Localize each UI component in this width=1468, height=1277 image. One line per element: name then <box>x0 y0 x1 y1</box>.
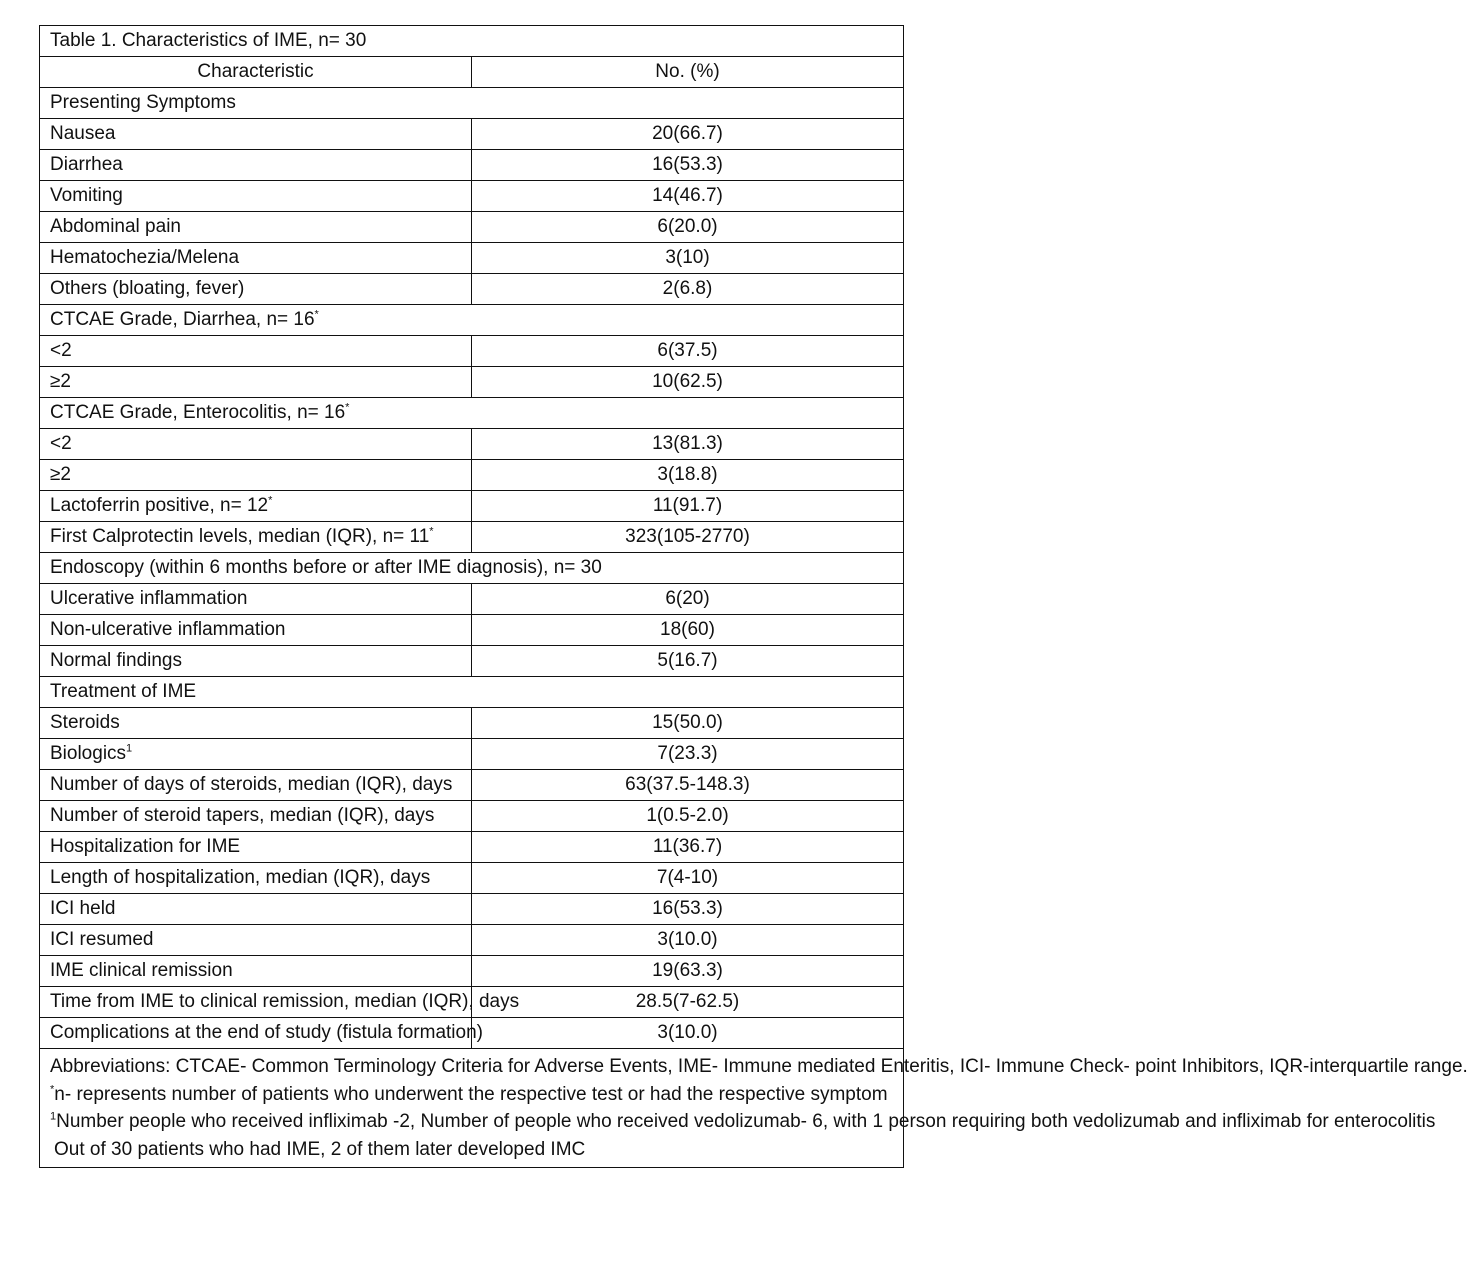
row-label: ICI held <box>40 894 472 925</box>
sub-row <box>40 460 904 491</box>
table-row <box>40 925 904 956</box>
sub-row <box>40 584 904 615</box>
row-value: 323(105-2770) <box>472 522 904 553</box>
row-label: ≥2 <box>40 367 472 398</box>
sub-row <box>40 367 904 398</box>
row-value: 5(16.7) <box>472 646 904 677</box>
row-label: Hospitalization for IME <box>40 832 472 863</box>
table-row <box>40 1018 904 1049</box>
row-label: Length of hospitalization, median (IQR), days <box>40 863 472 894</box>
row-value: 14(46.7) <box>472 181 904 212</box>
row-value: 16(53.3) <box>472 150 904 181</box>
row-label: Steroids <box>40 708 472 739</box>
table-row <box>40 491 904 522</box>
row-value: 6(37.5) <box>472 336 904 367</box>
section-label: CTCAE Grade, Enterocolitis, n= 16* <box>40 398 904 429</box>
row-value: 1(0.5-2.0) <box>472 801 904 832</box>
row-value: 2(6.8) <box>472 274 904 305</box>
header-row <box>40 57 904 88</box>
sub-row <box>40 615 904 646</box>
row-label: Biologics$^1$ <box>40 739 472 770</box>
section-label: CTCAE Grade, Diarrhea, n= 16* <box>40 305 904 336</box>
sub-row <box>40 336 904 367</box>
row-label: Number of steroid tapers, median (IQR), days <box>40 801 472 832</box>
row-value: 11(36.7) <box>472 832 904 863</box>
row-value: 6(20.0) <box>472 212 904 243</box>
row-value: 7(23.3) <box>472 739 904 770</box>
row-label: Vomiting <box>40 181 472 212</box>
section-header-row <box>40 677 904 708</box>
row-label: Normal findings <box>40 646 472 677</box>
row-label: Non-ulcerative inflammation <box>40 615 472 646</box>
section-header-row <box>40 88 904 119</box>
sub-row <box>40 243 904 274</box>
row-label: Complications at the end of study (fistula formation) <box>40 1018 472 1049</box>
sub-row <box>40 708 904 739</box>
table-row <box>40 956 904 987</box>
row-value: 10(62.5) <box>472 367 904 398</box>
row-label: Number of days of steroids, median (IQR), days <box>40 770 472 801</box>
row-value: 28.5(7-62.5) <box>472 987 904 1018</box>
row-label: Lactoferrin positive, n= 12* <box>40 491 472 522</box>
row-value: 3(10) <box>472 243 904 274</box>
row-label: Nausea <box>40 119 472 150</box>
table-row <box>40 863 904 894</box>
table-row <box>40 987 904 1018</box>
sub-row <box>40 212 904 243</box>
row-value: 18(60) <box>472 615 904 646</box>
row-label: ≥2 <box>40 460 472 491</box>
section-label: Endoscopy (within 6 months before or after IME diagnosis), n= 30 <box>40 553 904 584</box>
sub-row <box>40 646 904 677</box>
row-value: 3(10.0) <box>472 925 904 956</box>
table-row <box>40 522 904 553</box>
characteristics-table <box>39 25 1468 1168</box>
table-row <box>40 770 904 801</box>
abbreviations-note: Abbreviations: CTCAE- Common Terminology Criteria for Adverse Events, IME- Immune mediated Enteritis, ICI- Immune Check- point Inhibitors, IQR-interquartile range. <box>50 1056 1468 1077</box>
row-label: First Calprotectin levels, median (IQR), n= 11* <box>40 522 472 553</box>
row-value: 3(18.8) <box>472 460 904 491</box>
row-label: ICI resumed <box>40 925 472 956</box>
row-value: 6(20) <box>472 584 904 615</box>
footnotes-row <box>40 1049 904 1168</box>
row-label: Abdominal pain <box>40 212 472 243</box>
header-characteristic: Characteristic <box>40 57 472 88</box>
row-value: 13(81.3) <box>472 429 904 460</box>
row-value: 7(4-10) <box>472 863 904 894</box>
sub-row <box>40 181 904 212</box>
section-header-row <box>40 398 904 429</box>
row-label: Diarrhea <box>40 150 472 181</box>
table-title-row <box>40 26 904 57</box>
section-header-row <box>40 553 904 584</box>
sub-row <box>40 739 904 770</box>
header-count-percent: No. (%) <box>472 57 904 88</box>
biologics-note: $^1$Number people who received infliximab -2, Number of people who received vedolizumab- 6, with 1 person requiring both vedolizumab and infliximab for enterocolitis <box>50 1110 1436 1132</box>
row-value: 11(91.7) <box>472 491 904 522</box>
row-label: Ulcerative inflammation <box>40 584 472 615</box>
row-value: 19(63.3) <box>472 956 904 987</box>
row-label: Others (bloating, fever) <box>40 274 472 305</box>
sub-row <box>40 119 904 150</box>
section-label: Presenting Symptoms <box>40 88 904 119</box>
row-label: Hematochezia/Melena <box>40 243 472 274</box>
row-value: 20(66.7) <box>472 119 904 150</box>
sub-row <box>40 429 904 460</box>
row-label: <2 <box>40 336 472 367</box>
row-label: Time from IME to clinical remission, median (IQR), days <box>40 987 472 1018</box>
footnotes <box>40 1049 1468 1168</box>
row-label: IME clinical remission <box>40 956 472 987</box>
table-row <box>40 801 904 832</box>
row-value: 63(37.5-148.3) <box>472 770 904 801</box>
sub-row <box>40 150 904 181</box>
section-label: Treatment of IME <box>40 677 904 708</box>
row-value: 16(53.3) <box>472 894 904 925</box>
section-header-row <box>40 305 904 336</box>
table-title: Table 1. Characteristics of IME, n= 30 <box>40 26 904 57</box>
sub-row <box>40 274 904 305</box>
table-row <box>40 894 904 925</box>
table-row <box>40 832 904 863</box>
row-value: 3(10.0) <box>472 1018 904 1049</box>
row-value: 15(50.0) <box>472 708 904 739</box>
asterisk-note: *n- represents number of patients who underwent the respective test or had the respective symptom <box>50 1083 888 1105</box>
imc-note: Out of 30 patients who had IME, 2 of them later developed IMC <box>54 1138 586 1160</box>
row-label: <2 <box>40 429 472 460</box>
